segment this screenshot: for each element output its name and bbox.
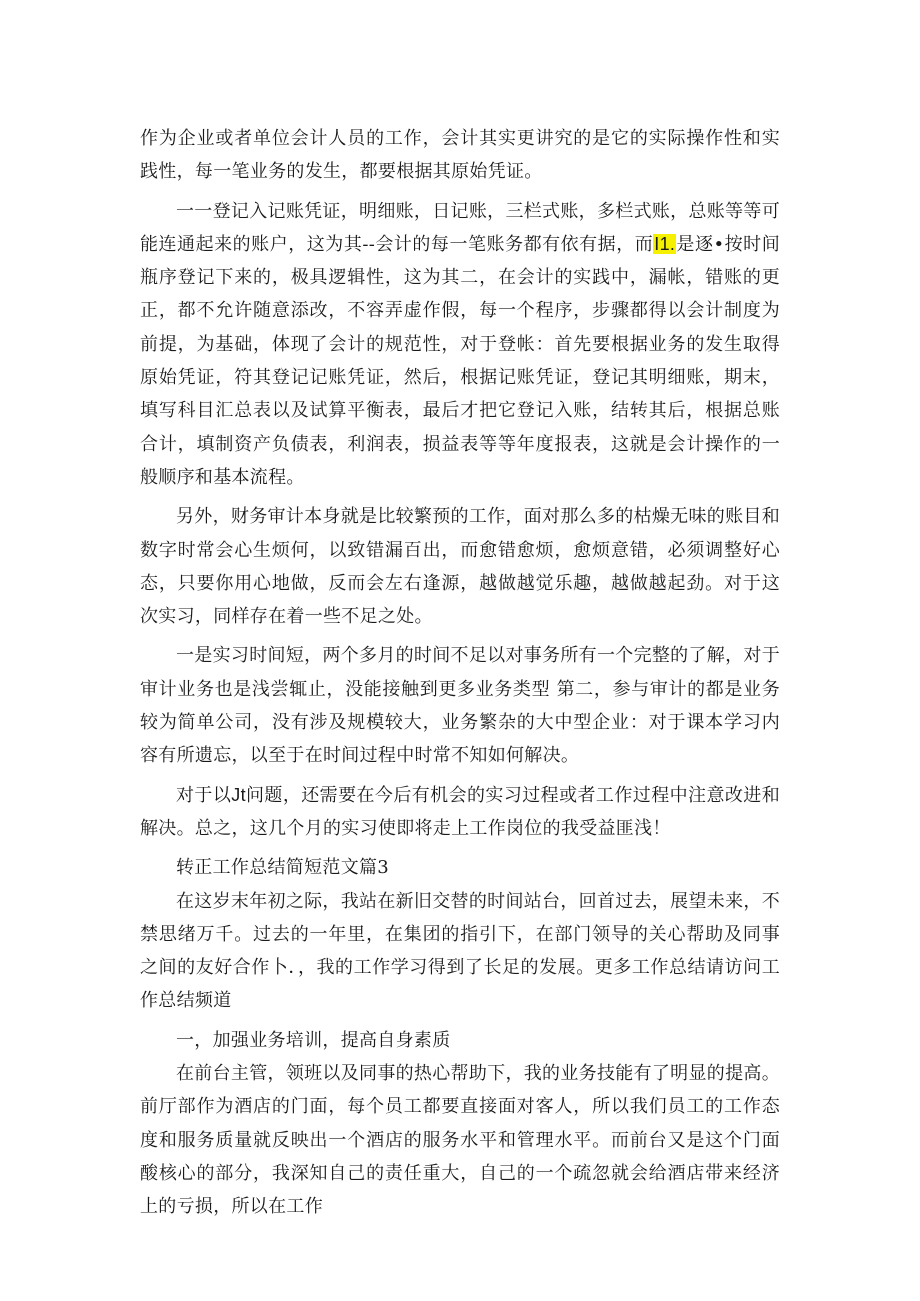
paragraph-5-text-a: 对于以 (176, 784, 232, 806)
paragraph-2 (140, 195, 780, 495)
article-heading (140, 851, 780, 884)
section-heading-text: 一，加强业务培训，提高自身素质 (176, 1029, 451, 1051)
section-heading (140, 1024, 780, 1057)
paragraph-3 (140, 500, 780, 633)
paragraph-7-text: 在前台主管，领班以及同事的热心帮助下，我的业务技能有了明显的提高。前厅部作为酒店的门面，每个员工都要直接面对客人，所以我们员工的工作态度和服务质量就反映出一个酒店的服务水平和管理水平。而前台又是这个门面酸核心的部分，我深知自己的责任重大，自己的一个疏忽就会给酒店带来经济上的亏损，所以在工作 (140, 1063, 780, 1218)
paragraph-2-text-a: 一一登记入记账凭证，明细账，日记账，三栏式账，多栏式账，总账等等可能连通起来的账户，这为其--会计的每一笔账务都有依有据，而 (140, 200, 780, 255)
paragraph-6-text: 在这岁末年初之际，我站在新旧交替的时间站台，回首过去，展望未来，不禁思绪万千。过去的一年里，在集团的指引下，在部门领导的关心帮助及同事之间的友好合作卜．，我的工作学习得到了长足的发展。更多工作总结请访问工作总结频道 (140, 890, 780, 1012)
paragraph-5-latin: Jt (231, 784, 246, 805)
highlighted-text: I1. (654, 233, 676, 254)
paragraph-5 (140, 779, 780, 846)
article-heading-text: 转正工作总结简短范文篇3 (176, 857, 390, 879)
paragraph-7 (140, 1057, 780, 1223)
paragraph-1-text: 作为企业或者单位会计人员的工作，会计其实更讲究的是它的实际操作性和实践性，每一笔业务的发生，都要根据其原始凭证。 (140, 128, 780, 183)
paragraph-2-text-b: 是逐•按时间瓶序登记下来的，极具逻辑性，这为其二，在会计的实践中，漏帐，错账的更正，都不允许随意添改，不容弄虚作假，每一个程序，步骤都得以会计制度为前提，为基础，体现了会计的规范性，对于登帐：首先要根据业务的发生取得原始凭证，符其登记记账凭证，然后，根据记账凭证，登记其明细账，期末，填写科目汇总表以及试算平衡表，最后才把它登记入账，结转其后，根据总账合计，填制资产负债表，利润表，损益表等等年度报表，这就是会计操作的一般顺序和基本流程。 (140, 233, 780, 488)
paragraph-1 (140, 122, 780, 189)
paragraph-4 (140, 639, 780, 772)
paragraph-6 (140, 885, 780, 1018)
paragraph-4-text: 一是实习时间短，两个多月的时间不足以对事务所有一个完整的了解，对于审计业务也是浅尝辄止，没能接触到更多业务类型 第二，参与审计的都是业务较为简单公司，没有涉及规模较大，业务繁杂的大中型企业：对于课本学习内容有所遗忘，以至于在时间过程中时常不知如何解决。 (140, 645, 780, 767)
paragraph-5-text-b: 问题，还需要在今后有机会的实习过程或者工作过程中注意改进和解决。总之，这几个月的实习使即将走上工作岗位的我受益匪浅！ (140, 784, 780, 839)
paragraph-3-text: 另外，财务审计本身就是比较繁预的工作，面对那么多的枯燥无味的账目和数字时常会心生烦何，以致错漏百出，而愈错愈烦，愈烦意错，必须调整好心态，只要你用心地做，反而会左右逢源，越做越觉乐趣，越做越起劲。对于这次实习，同样存在着一些不足之处。 (140, 506, 780, 628)
